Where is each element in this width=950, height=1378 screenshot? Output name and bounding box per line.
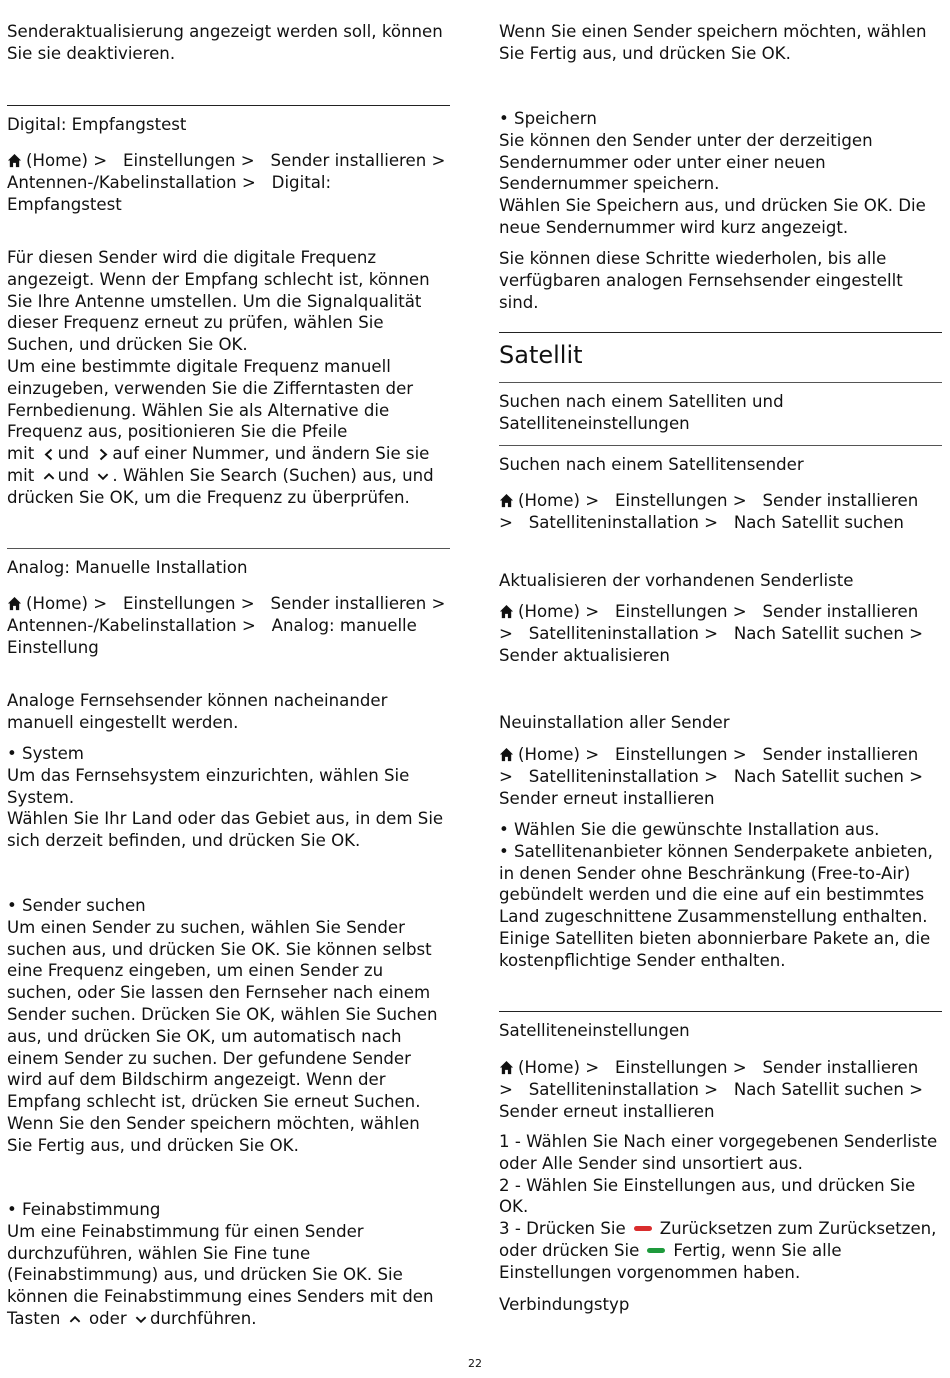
digital-test-heading: Digital: Empfangstest xyxy=(7,115,187,134)
home-icon xyxy=(499,1060,514,1075)
keyword: OK. xyxy=(499,1197,529,1217)
text: Um einen Sender zu suchen, wählen Sie xyxy=(7,917,341,937)
keyword: OK xyxy=(109,487,134,507)
path-step: Einstellungen > xyxy=(614,1058,747,1077)
keyword: Speichern xyxy=(596,196,680,216)
text: . Wenn Sie den Sender speichern möchten, wählen Sie xyxy=(7,1092,421,1155)
keyword: OK xyxy=(186,1026,211,1046)
satellite-search-path xyxy=(499,490,942,534)
path-step: Sender installieren > xyxy=(499,602,919,643)
home-icon xyxy=(499,747,514,762)
reinstall-path: (Home) > Einstellungen > Sender installieren > Satelliteninstallation > Nach Satellit suchen > Sender erneut installieren xyxy=(499,745,934,808)
keyword: OK. xyxy=(218,335,248,355)
step-text: zum Zurücksetzen, oder drücken Sie xyxy=(499,1219,937,1260)
text: . Wählen Sie xyxy=(112,465,215,485)
text: mit xyxy=(7,465,35,485)
keyword: OK. xyxy=(342,1265,373,1285)
path-step: Satelliteninstallation > xyxy=(528,512,719,532)
path-home: (Home) > xyxy=(518,602,600,621)
reinstall-heading: Neuinstallation aller Sender xyxy=(499,713,730,732)
text: aus, und drücken Sie xyxy=(163,1265,338,1285)
keyword: OK xyxy=(863,196,888,216)
keyword: Fertig xyxy=(37,1135,85,1155)
home-icon xyxy=(499,493,514,508)
keyword: Fine tune (Feinabstimmung) xyxy=(7,1243,311,1285)
repeat-paragraph: Sie können diese Schritte wiederholen, bis alle verfügbaren analogen Fernsehsender eingestellt sind. xyxy=(499,249,903,312)
path-step: Nach Satellit suchen xyxy=(733,1079,904,1099)
analog-manual-intro: Analoge Fernsehsender können nacheinander manuell eingestellt werden. xyxy=(7,691,388,732)
digital-test-paragraph-1 xyxy=(7,247,450,509)
path-step: Antennen-/Kabelinstallation > xyxy=(7,615,256,635)
path-step: Einstellungen > xyxy=(614,745,747,764)
path-step: Sender aktualisieren xyxy=(499,645,670,665)
analog-manual-heading: Analog: Manuelle Installation xyxy=(7,558,248,577)
text: drücken Sie xyxy=(7,487,105,507)
text: Sie können die Feinabstimmung eines Senders mit den Tasten xyxy=(7,1265,434,1328)
chevron-up-icon xyxy=(69,1313,81,1326)
path-home: (Home) > xyxy=(518,491,600,510)
settings-heading: Satelliteneinstellungen xyxy=(499,1021,690,1040)
step-text: , wenn Sie alle Einstellungen vorgenommen haben. xyxy=(499,1240,842,1282)
path-step: Satelliteninstallation > xyxy=(528,623,719,643)
green-key-icon xyxy=(647,1248,665,1253)
keyword: Fertig xyxy=(673,1240,721,1260)
connection-type-heading: Verbindungstyp xyxy=(499,1295,630,1314)
path-step: Sender installieren > xyxy=(270,151,446,170)
keyword: System. xyxy=(7,787,75,807)
step-text: 2 - Wählen Sie xyxy=(499,1175,619,1195)
path-step: Digital: Empfangstest xyxy=(7,172,332,214)
path-step: Einstellungen > xyxy=(614,602,747,621)
step-text: aus. xyxy=(768,1153,803,1173)
bullet-title: • System xyxy=(7,744,84,763)
keyword: OK. xyxy=(331,831,361,851)
section-divider xyxy=(7,548,450,549)
home-icon xyxy=(499,604,514,619)
path-step: Einstellungen > xyxy=(614,491,747,510)
update-heading: Aktualisieren der vorhandenen Senderliste xyxy=(499,571,854,590)
feinabstimmung-block xyxy=(7,1199,450,1330)
path-home: (Home) > xyxy=(26,151,108,170)
path-step: Nach Satellit suchen xyxy=(733,512,904,532)
path-home: (Home) > xyxy=(518,1058,600,1077)
keyword: Nach einer vorgegebenen Senderliste xyxy=(623,1132,938,1151)
path-step: Nach Satellit suchen xyxy=(733,766,904,786)
text: aus, und drücken Sie xyxy=(90,1135,265,1155)
keyword: OK xyxy=(251,939,276,959)
bullet-title: • Feinabstimmung xyxy=(7,1200,161,1219)
digital-test-path xyxy=(7,150,450,215)
step-text: oder xyxy=(499,1153,537,1173)
path-step: Sender erneut installieren xyxy=(499,1101,715,1121)
text: , wählen Sie xyxy=(270,1004,371,1024)
reinstall-bullets xyxy=(499,819,942,972)
home-icon xyxy=(7,596,22,611)
text: auf einer Nummer, und ändern Sie sie xyxy=(112,444,430,464)
keyword: Suchen xyxy=(7,335,69,355)
text: Wählen Sie Ihr Land oder das Gebiet aus, in dem Sie sich derzeit befinden, und drücken Sie xyxy=(7,809,444,851)
satellite-search-heading: Suchen nach einem Satellitensender xyxy=(499,455,804,474)
text: Für diesen Sender wird die digitale Frequenz angezeigt. Wenn der Empfang schlecht ist, können Sie Ihre Antenne umstellen. Um die Signalqualität dieser Frequenz erneut zu prüfen, wählen Sie xyxy=(7,248,430,333)
path-step: Sender installieren > xyxy=(270,594,446,613)
path-home: (Home) > xyxy=(518,745,600,764)
speichern-block xyxy=(499,108,942,239)
text: mit xyxy=(7,444,35,464)
text: aus, und drücken Sie xyxy=(7,1026,182,1046)
chevron-left-icon xyxy=(43,448,55,461)
keyword: Search (Suchen) xyxy=(220,465,357,485)
keyword: Einstellungen xyxy=(623,1175,736,1195)
bullet-item: • Satellitenanbieter können Senderpakete anbieten, in denen Sender ohne Beschränkung (Free-to-Air) gebündelt werden und die eine auf ein bestimmtes Land zugeschnittene Zusammenstellung enthalten. Einige Satelliten bieten abonnierbare Pakete an, die kostenpflichtige Sender enthalten. xyxy=(499,841,933,970)
text: Wenn Sie einen Sender speichern möchten, wählen Sie xyxy=(499,22,927,63)
text: und xyxy=(57,444,90,464)
right-intro-paragraph xyxy=(499,21,942,65)
red-key-icon xyxy=(634,1226,652,1231)
text: Wählen Sie xyxy=(499,196,591,216)
text: durchführen. xyxy=(150,1308,257,1328)
bullet-title: • Speichern xyxy=(499,109,597,128)
keyword: Fertig xyxy=(529,43,577,63)
section-divider xyxy=(499,445,942,446)
path-step: Sender erneut installieren xyxy=(499,788,715,808)
chevron-down-icon xyxy=(97,470,109,483)
section-divider xyxy=(7,105,450,106)
text: Um eine Feinabstimmung für einen Sender durchzuführen, wählen Sie xyxy=(7,1221,364,1263)
text: , um automatisch nach einem Sender zu suchen. Der gefundene Sender wird auf dem Bildschirm angezeigt. Wenn der Empfang schlecht ist, drücken Sie erneut xyxy=(7,1026,411,1112)
text: aus, und xyxy=(362,465,434,485)
text: Um eine bestimmte digitale Frequenz manuell einzugeben, verwenden Sie die Zifferntasten der Fernbedienung. Wählen Sie als Alternative die Frequenz aus, positionieren Sie die Pfeile xyxy=(7,356,414,442)
page-number: 22 xyxy=(468,1357,482,1370)
settings-steps xyxy=(499,1131,942,1284)
text: aus, und drücken Sie xyxy=(582,43,757,63)
chevron-right-icon xyxy=(97,448,109,461)
keyword: Suchen xyxy=(376,1004,438,1024)
path-home: (Home) > xyxy=(26,594,108,613)
system-block xyxy=(7,743,450,852)
text: und xyxy=(57,465,90,485)
keyword: Alle Sender sind unsortiert xyxy=(542,1153,764,1173)
bullet-item: • Wählen Sie die gewünschte Installation aus. xyxy=(499,820,880,839)
text: aus, und drücken Sie xyxy=(684,196,859,216)
satellite-title: Satellit xyxy=(499,341,583,369)
path-step: Sender installieren > xyxy=(499,1058,919,1099)
step-text: aus, und drücken Sie xyxy=(741,1175,916,1195)
text: Sie können den Sender unter der derzeitigen Sendernummer oder unter einer neuen Sendernummer speichern. xyxy=(499,130,873,194)
analog-manual-path xyxy=(7,593,450,658)
step-text: 1 - Wählen Sie xyxy=(499,1132,619,1151)
path-step: Nach Satellit suchen xyxy=(733,623,904,643)
section-divider xyxy=(499,332,942,333)
text: Um das Fernsehsystem einzurichten, wählen Sie xyxy=(7,765,410,785)
path-step: Antennen-/Kabelinstallation > xyxy=(7,172,256,192)
settings-path: (Home) > Einstellungen > Sender installieren > Satelliteninstallation > Nach Satellit suchen > Sender erneut installieren xyxy=(499,1058,934,1121)
path-step: Sender installieren > xyxy=(499,491,919,532)
path-step: Satelliteninstallation > xyxy=(528,766,719,786)
text: , und drücken Sie xyxy=(68,335,214,355)
path-step: Satelliteninstallation > xyxy=(528,1079,719,1099)
update-path: (Home) > Einstellungen > Sender installieren > Satelliteninstallation > Nach Satellit suchen > Sender aktualisieren xyxy=(499,602,934,665)
satellite-subtitle: Suchen nach einem Satelliten und Satelliteneinstellungen xyxy=(499,392,784,433)
keyword: OK xyxy=(246,1004,271,1024)
keyword: OK. xyxy=(761,43,791,63)
keyword: Suchen xyxy=(353,1092,416,1112)
path-step: Einstellungen > xyxy=(122,594,255,613)
step-text: 3 - Drücken Sie xyxy=(499,1219,626,1239)
text: . Sie können selbst eine Frequenz eingeben, um einen Sender zu suchen, oder Sie lassen den Fernseher nach einem Sender suchen. Drücken Sie xyxy=(7,939,432,1024)
path-step: Sender installieren > xyxy=(499,745,919,786)
home-icon xyxy=(7,153,22,168)
keyword: Sender suchen xyxy=(7,917,405,959)
bullet-title: • Sender suchen xyxy=(7,896,146,915)
text: aus, und drücken Sie xyxy=(71,939,246,959)
keyword: Zurücksetzen xyxy=(659,1219,773,1239)
path-step: Einstellungen > xyxy=(122,151,255,170)
text: . Die neue Sendernummer wird kurz angezeigt. xyxy=(499,196,926,237)
path-step: Analog: manuelle Einstellung xyxy=(7,615,417,657)
chevron-up-icon xyxy=(43,470,55,483)
section-divider xyxy=(499,382,942,383)
intro-paragraph: Senderaktualisierung angezeigt werden soll, können Sie sie deaktivieren. xyxy=(7,22,443,63)
keyword: OK. xyxy=(269,1135,299,1155)
text: , um die Frequenz zu überprüfen. xyxy=(133,487,410,507)
section-divider xyxy=(499,1011,942,1012)
chevron-down-icon xyxy=(135,1313,147,1326)
text: oder xyxy=(89,1308,127,1328)
sender-suchen-block xyxy=(7,895,450,1157)
